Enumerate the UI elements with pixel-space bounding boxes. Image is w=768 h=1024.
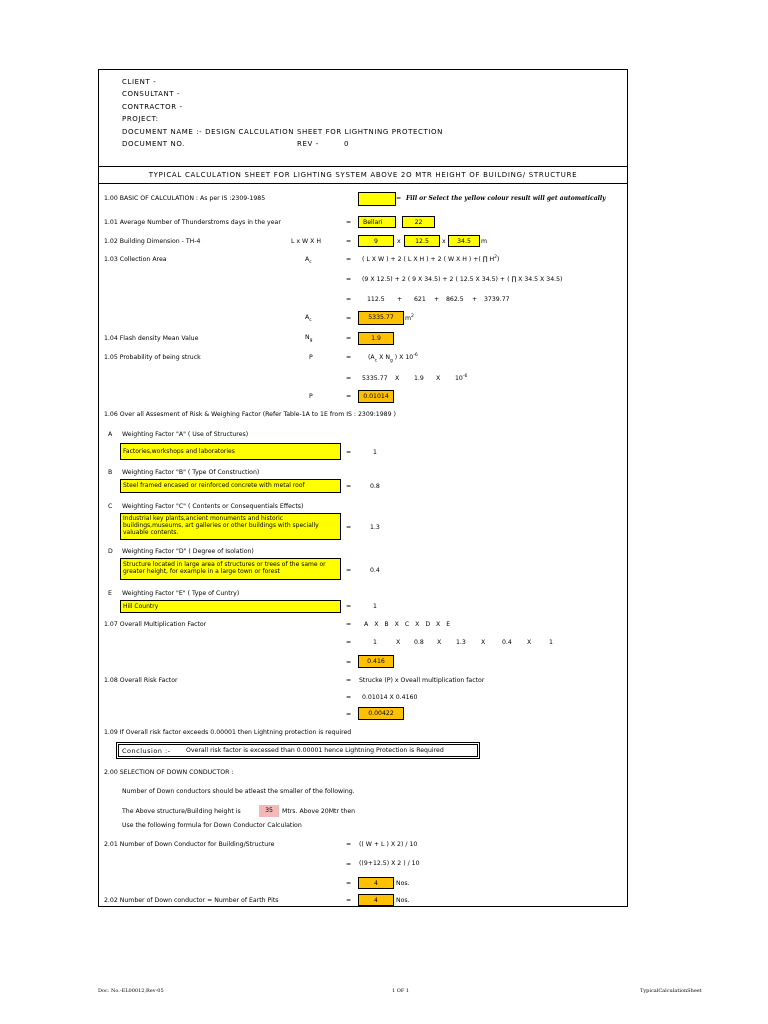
collection-area-substitution: (9 X 12.5) + 2 ( 9 X 34.5) + 2 ( 12.5 X 34.5) + ( ∏ X 34.5 X 34.5) — [362, 276, 563, 283]
probability-result: 0.01014 — [358, 390, 394, 403]
area-unit: $m^2$ — [405, 314, 414, 323]
client-label: CLIENT - — [122, 78, 157, 86]
nos-unit: Nos. — [396, 880, 410, 887]
factor-c-title: Weighting Factor "C" ( Contents or Consequentials Effects) — [122, 503, 304, 510]
equals: = — [346, 711, 352, 718]
term-4: 3739.77 — [484, 296, 510, 303]
equals: = — [346, 315, 352, 322]
section-1-00-label: 1.00 BASIC OF CALCULATION : As per IS :2309-1985 — [104, 195, 266, 202]
plus-sign: + — [397, 296, 403, 303]
collection-area-formula: ( L X W ) + 2 ( L X H ) + 2 ( W X H ) +( ∏ $H^2$) — [362, 255, 500, 264]
equals: = — [346, 639, 352, 646]
equals: = — [346, 256, 352, 263]
equals: = — [346, 449, 352, 456]
section-1-02-label: 1.02 Building Dimension - TH-4 — [104, 238, 201, 245]
title-divider — [98, 183, 628, 184]
height-input[interactable]: 34.5 — [448, 235, 480, 247]
down-conductor-result: 4 — [358, 877, 394, 889]
factor-c-value: 1.3 — [370, 524, 380, 531]
equals: = — [346, 861, 352, 868]
section-1-07-label: 1.07 Overall Multiplication Factor — [104, 621, 207, 628]
mult-value-a: 1 — [373, 639, 377, 646]
factor-d-key: D — [108, 548, 113, 555]
equals: = — [346, 694, 352, 701]
factor-c-select[interactable]: Industrial key plants,ancient monuments and historic buildings,museums, art galleries or other buildings with specially valuable contents. — [120, 513, 341, 540]
equals: = — [346, 483, 352, 490]
mult-value-d: 0.4 — [502, 639, 512, 646]
equals: = — [346, 567, 352, 574]
equals: = — [346, 880, 352, 887]
factor-c-key: C — [108, 503, 113, 510]
meter-unit: m — [481, 238, 488, 245]
conclusion-box — [118, 744, 478, 757]
section-1-08-label: 1.08 Overall Risk Factor — [104, 677, 178, 684]
factor-e-select[interactable]: Hill Country — [120, 600, 341, 613]
equals: = — [346, 296, 352, 303]
section-2-02-label: 2.02 Number of Down conductor = Number of Earth Pits — [104, 897, 279, 904]
factor-e-key: E — [108, 590, 112, 597]
section-1-09-label: 1.09 If Overall risk factor exceeds 0.00001 then Lightning protection is required — [104, 729, 352, 736]
document-no: DOCUMENT NO. — [122, 140, 185, 148]
equals: = — [346, 677, 352, 684]
plus-sign: + — [434, 296, 440, 303]
probability-formula: ($A_c$ X $N_g$ ) X $10^{-6}$ — [368, 353, 418, 364]
project-label: PROJECT: — [122, 115, 159, 123]
flash-density-symbol: $N_g$ — [305, 334, 313, 344]
height-statement-end: Mtrs. Above 20Mtr then — [282, 808, 356, 815]
factor-a-value: 1 — [373, 449, 377, 456]
section-1-01-label: 1.01 Average Number of Thunderstroms days in the year — [104, 219, 281, 226]
mult-value-e: 1 — [549, 639, 553, 646]
fill-note: Fill or Select the yellow colour result will get automatically — [406, 195, 606, 202]
width-input[interactable]: 12.5 — [404, 235, 440, 247]
times-sign: X — [436, 375, 441, 382]
times-sign: X — [527, 639, 532, 646]
conclusion-text: Overall risk factor is excessed than 0.00001 hence Lightning Protection is Required — [186, 747, 444, 754]
times-sign: X — [396, 639, 401, 646]
equals: = — [346, 276, 352, 283]
multiplication-result: 0.416 — [358, 655, 394, 668]
term-2: 621 — [414, 296, 426, 303]
risk-substitution: 0.01014 X 0.4160 — [362, 694, 418, 701]
times-sign: x — [442, 238, 446, 245]
header-divider — [98, 166, 628, 167]
times-sign: X — [395, 375, 400, 382]
equals: = — [346, 524, 352, 531]
factor-e-title: Weighting Factor "E" ( Type of Cuntry) — [122, 590, 240, 597]
footer-sheet-name: TypicalCalculationSheet — [640, 988, 702, 994]
factor-d-select[interactable]: Structure located in large area of structures or trees of the same or greater height, for example in a large town or forest — [120, 558, 341, 580]
rev-label: REV - — [297, 140, 319, 148]
section-1-05-label: 1.05 Probability of being struck — [104, 354, 201, 361]
term-3: 862.5 — [446, 296, 464, 303]
equals: = — [346, 841, 352, 848]
factor-e-value: 1 — [373, 603, 377, 610]
factor-b-key: B — [108, 469, 113, 476]
earth-pits-result: 4 — [358, 894, 394, 906]
factor-b-value: 0.8 — [370, 483, 380, 490]
place-select[interactable]: Bellari — [358, 216, 396, 228]
factor-a-select[interactable]: Factories,workshops and laboratories — [120, 443, 341, 460]
mult-value-b: 0.8 — [414, 639, 424, 646]
section-1-04-label: 1.04 Flash density Mean Value — [104, 335, 199, 342]
sheet-title: TYPICAL CALCULATION SHEET FOR LIGHTING SYSTEM ABOVE 2O MTR HEIGHT OF BUILDING/ STRUCTURE — [148, 171, 578, 179]
equals: = — [346, 335, 352, 342]
factor-b-title: Weighting Factor "B" ( Type Of Construction) — [122, 469, 260, 476]
probability-symbol: P — [309, 354, 313, 361]
collection-area-result: 5335.77 — [358, 311, 404, 325]
document-name: DOCUMENT NAME :- DESIGN CALCULATION SHEET FOR LIGHTNING PROTECTION — [122, 128, 444, 136]
equals: = — [346, 897, 352, 904]
times-sign: X — [481, 639, 486, 646]
times-sign: X — [437, 639, 442, 646]
section-2-00-label: 2.00 SELECTION OF DOWN CONDUCTOR : — [104, 769, 234, 776]
down-conductor-formula: (( W + L ) X 2) / 10 — [359, 841, 418, 848]
risk-result: 0.00422 — [358, 707, 404, 720]
down-conductor-substitution: ((9+12.5) X 2 ) / 10 — [359, 860, 420, 867]
mult-value-c: 1.3 — [456, 639, 466, 646]
footer-page: 1 OF 1 — [392, 988, 410, 994]
risk-formula: Strucke (P) x Oveall multiplication factor — [359, 677, 485, 684]
flash-density-value: 1.9 — [358, 332, 394, 345]
equals: = — [346, 354, 352, 361]
rev-value: 0 — [344, 140, 350, 148]
factor-a-title: Weighting Factor "A" ( Use of Structures) — [122, 431, 249, 438]
footer-doc-no: Doc. No.-EL00012,Rev-05 — [98, 988, 164, 994]
factor-a-key: A — [108, 431, 113, 438]
probability-subst-1: 5335.77 — [362, 375, 388, 382]
equals: = — [346, 621, 352, 628]
equals: = — [346, 659, 352, 666]
equals: = — [346, 375, 352, 382]
probability-result-symbol: P — [309, 393, 313, 400]
equals: = — [346, 219, 352, 226]
factor-b-select[interactable]: Steel framed encased or reinforced concrete with metal roof — [120, 479, 341, 493]
conclusion-label: Conclusion :- — [122, 747, 171, 755]
equals: = — [396, 195, 402, 202]
probability-subst-power: $10^{-6}$ — [455, 374, 468, 383]
probability-subst-2: 1.9 — [414, 375, 424, 382]
down-conductor-note: Number of Down conductors should be atleast the smaller of the following. — [122, 788, 355, 795]
formula-instruction: Use the following formula for Down Conductor Calculation — [122, 822, 302, 829]
factor-d-value: 0.4 — [370, 567, 380, 574]
collection-area-symbol: $A_c$ — [305, 256, 312, 266]
multiplication-formula: A X B X C X D X E — [364, 621, 453, 628]
building-height-value: 35 — [259, 805, 279, 817]
term-1: 112.5 — [367, 296, 385, 303]
nos-unit: Nos. — [396, 897, 410, 904]
thunderstorm-days-value: 22 — [402, 216, 435, 228]
section-1-06-label: 1.06 Over all Assesment of Risk & Weighing Factor (Refer Table-1A to 1E from IS : 2309:1989 ) — [104, 411, 396, 418]
section-1-03-label: 1.03 Collection Area — [104, 256, 167, 263]
length-input[interactable]: 9 — [358, 235, 394, 247]
collection-area-result-symbol: $A_c$ — [305, 314, 312, 324]
equals: = — [346, 393, 352, 400]
times-sign: x — [397, 238, 401, 245]
dimension-symbol: L x W X H — [291, 238, 321, 245]
consultant-label: CONSULTANT - — [122, 90, 181, 98]
plus-sign: + — [472, 296, 478, 303]
equals: = — [346, 238, 352, 245]
section-2-01-label: 2.01 Number of Down Conductor for Building/Structure — [104, 841, 275, 848]
basis-input[interactable] — [358, 192, 396, 206]
height-statement: The Above structure/Building height is — [122, 808, 241, 815]
contractor-label: CONTRACTOR - — [122, 103, 183, 111]
factor-d-title: Weighting Factor "D" ( Degree of Isolation) — [122, 548, 254, 555]
equals: = — [346, 603, 352, 610]
